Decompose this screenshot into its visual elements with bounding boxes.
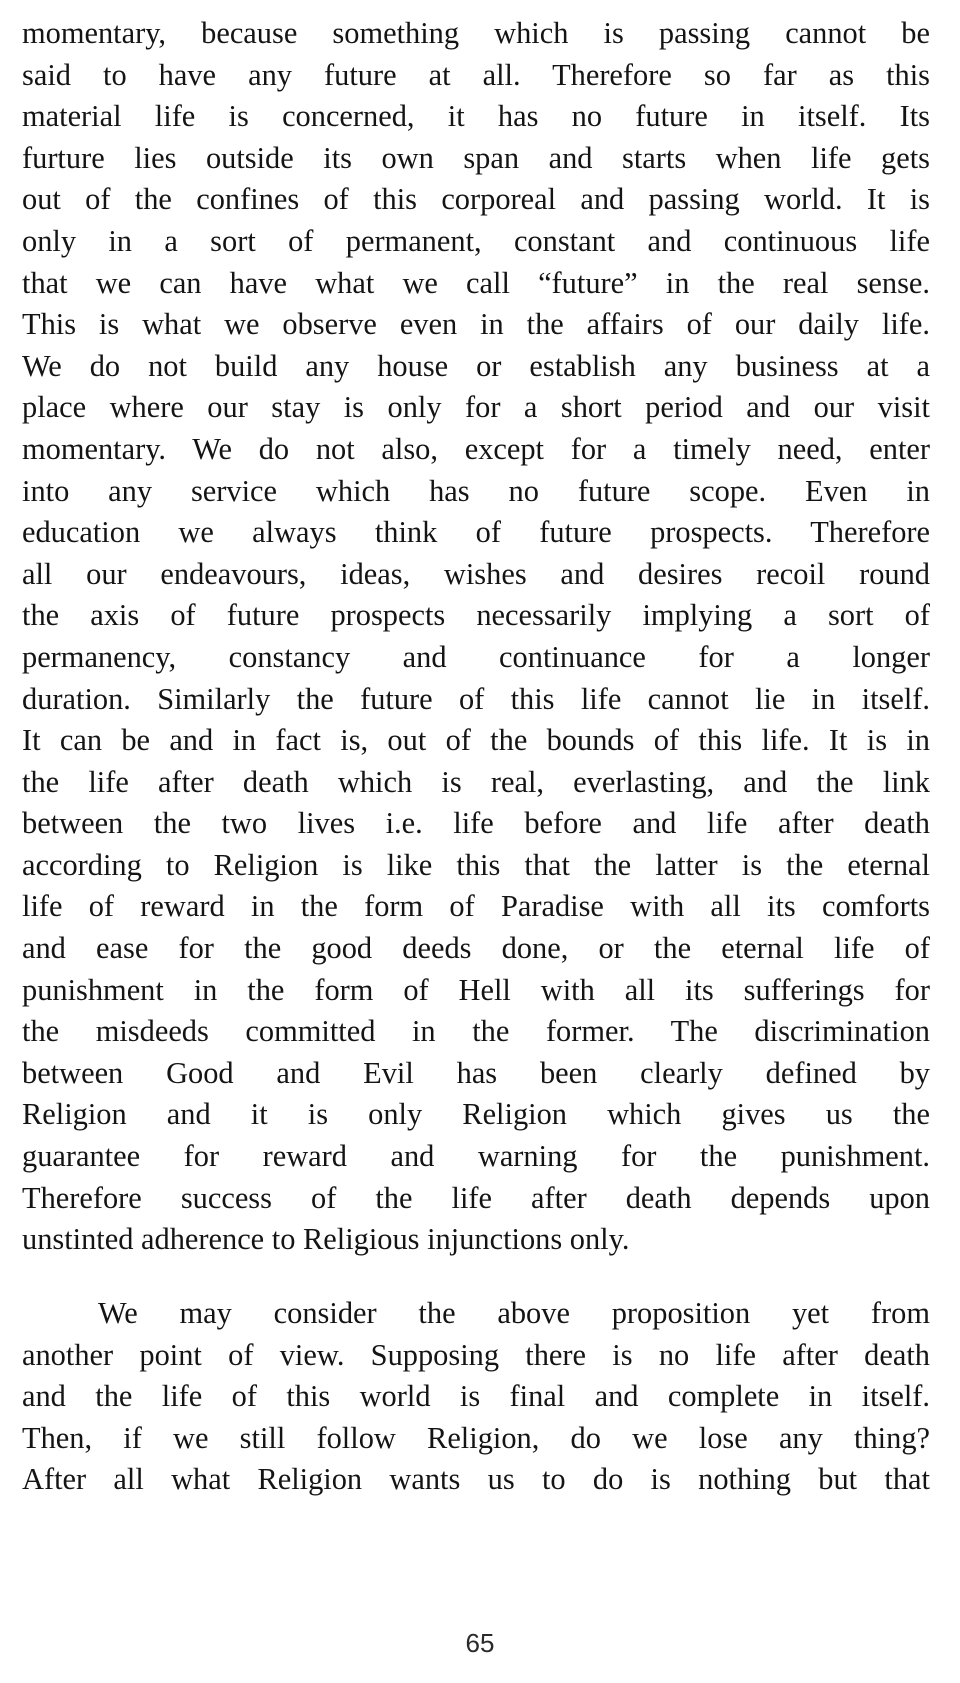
paragraph-2	[22, 1293, 930, 1501]
text-line: between the two lives i.e. life before and life after death	[22, 806, 930, 841]
text-line: out of the confines of this corporeal and passing world. It is	[22, 182, 930, 217]
text-line: momentary, because something which is passing cannot be	[22, 16, 930, 50]
text-line: Therefore success of the life after death depends upon	[22, 1180, 930, 1215]
text-line: momentary. We do not also, except for a timely need, enter	[22, 431, 930, 466]
text-line: We do not build any house or establish any business at a	[22, 348, 930, 383]
text-line: the axis of future prospects necessarily implying a sort of	[22, 598, 930, 633]
text-line: guarantee for reward and warning for the punishment.	[22, 1139, 930, 1174]
text-line: This is what we observe even in the affairs of our daily life.	[22, 307, 930, 342]
text-line: Then, if we still follow Religion, do we lose any thing?	[22, 1420, 930, 1455]
text-line: furture lies outside its own span and starts when life gets	[22, 140, 930, 175]
text-line: into any service which has no future scope. Even in	[22, 473, 930, 508]
text-line: It can be and in fact is, out of the bounds of this life. It is in	[22, 723, 930, 758]
text-line: material life is concerned, it has no future in itself. Its	[22, 99, 930, 134]
text-line: and ease for the good deeds done, or the eternal life of	[22, 931, 930, 966]
text-line: We may consider the above proposition yet from	[98, 1296, 930, 1330]
text-line: and the life of this world is final and complete in itself.	[22, 1379, 930, 1414]
text-line: Religion and it is only Religion which gives us the	[22, 1097, 930, 1132]
text-line: said to have any future at all. Therefore so far as this	[22, 57, 930, 92]
paragraph-1	[22, 13, 930, 1261]
text-line: punishment in the form of Hell with all its sufferings for	[22, 972, 930, 1007]
text-line: permanency, constancy and continuance for a longer	[22, 639, 930, 674]
page-number: 65	[465, 1628, 495, 1658]
text-line: all our endeavours, ideas, wishes and desires recoil round	[22, 556, 930, 591]
text-line: unstinted adherence to Religious injunctions only.	[22, 1222, 630, 1257]
text-line: the life after death which is real, everlasting, and the link	[22, 764, 930, 799]
text-line: between Good and Evil has been clearly defined by	[22, 1055, 930, 1090]
text-line: After all what Religion wants us to do is nothing but that	[22, 1462, 930, 1497]
text-line: another point of view. Supposing there is no life after death	[22, 1337, 930, 1372]
text-line: that we can have what we call “future” in the real sense.	[22, 265, 930, 300]
text-line: duration. Similarly the future of this life cannot lie in itself.	[22, 681, 930, 716]
text-line: the misdeeds committed in the former. The discrimination	[22, 1014, 930, 1049]
text-line: education we always think of future prospects. Therefore	[22, 515, 930, 550]
text-line: according to Religion is like this that the latter is the eternal	[22, 847, 930, 882]
text-line: only in a sort of permanent, constant and continuous life	[22, 223, 930, 258]
text-line: life of reward in the form of Paradise with all its comforts	[22, 889, 930, 924]
text-line: place where our stay is only for a short period and our visit	[22, 390, 930, 425]
